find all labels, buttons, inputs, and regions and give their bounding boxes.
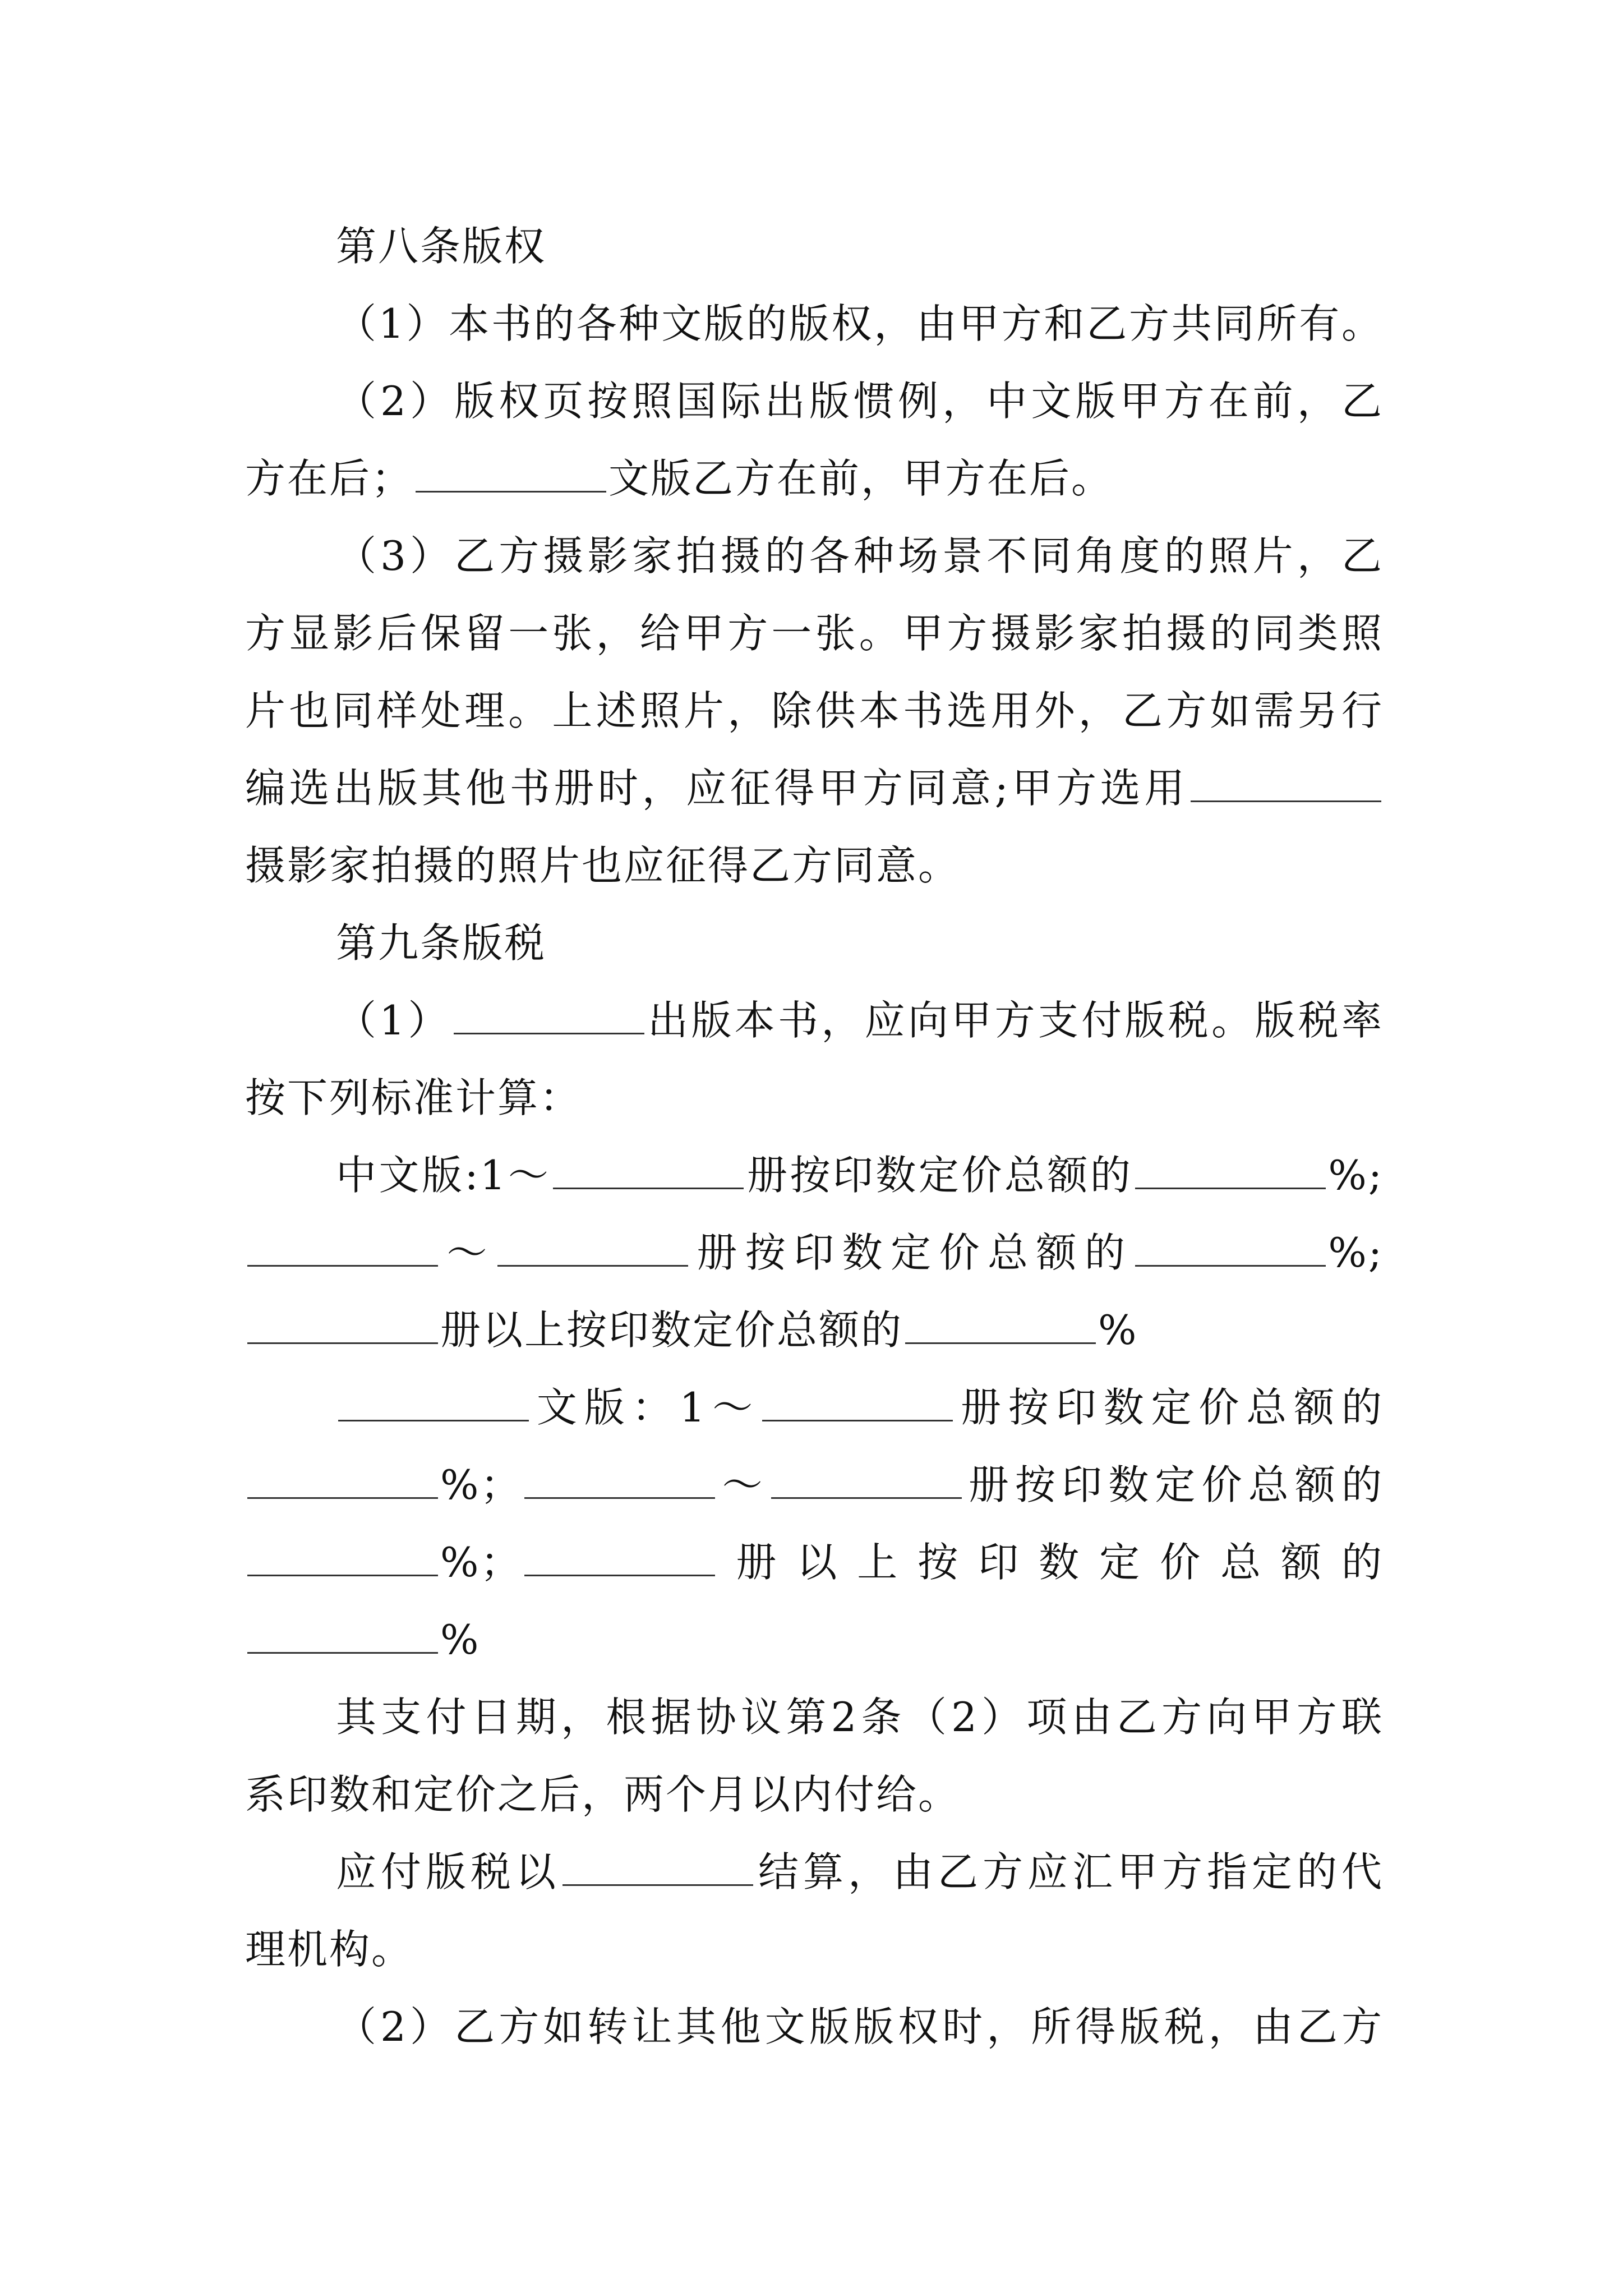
text-line bbox=[245, 285, 1384, 362]
text-segment: 应付版税以 bbox=[336, 1848, 560, 1895]
text-line bbox=[245, 362, 1384, 440]
text-line bbox=[245, 1911, 1384, 1988]
text-line bbox=[245, 1214, 1384, 1291]
text-line bbox=[245, 1291, 1384, 1369]
text-segment: 文版：1～ bbox=[531, 1384, 760, 1431]
document-body bbox=[245, 208, 1384, 2065]
text-segment: 方显影后保留一张，给甲方一张。甲方摄影家拍摄的同类照 bbox=[245, 610, 1384, 657]
fill-in-blank bbox=[1191, 767, 1381, 802]
text-line bbox=[245, 595, 1384, 672]
fill-in-blank bbox=[338, 1386, 529, 1421]
text-segment: %; bbox=[1328, 1152, 1384, 1199]
fill-in-blank bbox=[247, 1464, 438, 1499]
text-segment: 按下列标准计算： bbox=[245, 1074, 582, 1121]
text-segment: （1） bbox=[336, 997, 451, 1044]
text-line bbox=[245, 1524, 1384, 1601]
fill-in-blank bbox=[416, 457, 606, 493]
fill-in-blank bbox=[524, 1464, 715, 1499]
fill-in-blank bbox=[553, 1154, 744, 1189]
fill-in-blank bbox=[497, 1231, 688, 1267]
text-line bbox=[245, 1678, 1384, 1756]
text-segment: %; bbox=[1328, 1229, 1384, 1276]
text-segment: 摄影家拍摄的照片也应征得乙方同意。 bbox=[245, 842, 961, 889]
text-segment: 出版本书，应向甲方支付版税。版税率 bbox=[646, 997, 1384, 1044]
text-segment: （2）版权页按照国际出版惯例，中文版甲方在前，乙 bbox=[336, 378, 1384, 425]
text-line bbox=[245, 1833, 1384, 1911]
text-segment: （2）乙方如转让其他文版版权时，所得版税，由乙方 bbox=[336, 2003, 1384, 2050]
text-segment: 册以上按印数定价总额的 bbox=[717, 1539, 1384, 1586]
text-segment: 片也同样处理。上述照片，除供本书选用外，乙方如需另行 bbox=[245, 687, 1384, 734]
text-line bbox=[245, 1601, 1384, 1678]
text-line bbox=[245, 672, 1384, 749]
text-line bbox=[245, 1059, 1384, 1137]
text-line bbox=[245, 1369, 1384, 1446]
text-line bbox=[245, 904, 1384, 982]
text-segment: ～ bbox=[717, 1461, 769, 1508]
text-segment: ～ bbox=[440, 1229, 495, 1276]
fill-in-blank bbox=[247, 1231, 438, 1267]
text-segment: %； bbox=[440, 1539, 523, 1586]
text-line bbox=[245, 827, 1384, 904]
fill-in-blank bbox=[524, 1541, 715, 1576]
text-line bbox=[245, 517, 1384, 595]
text-segment: % bbox=[440, 1616, 481, 1663]
text-segment: 理机构。 bbox=[245, 1926, 414, 1973]
text-line bbox=[245, 1756, 1384, 1833]
text-segment: 其支付日期，根据协议第2条（2）项由乙方向甲方联 bbox=[336, 1694, 1384, 1741]
text-segment: 册按印数定价总额的 bbox=[963, 1461, 1384, 1508]
fill-in-blank bbox=[905, 1309, 1096, 1344]
text-segment: 系印数和定价之后，两个月以内付给。 bbox=[245, 1771, 961, 1818]
text-segment: 册按印数定价总额的 bbox=[955, 1384, 1384, 1431]
text-segment: 结算，由乙方应汇甲方指定的代 bbox=[755, 1848, 1384, 1895]
text-segment: 册以上按印数定价总额的 bbox=[440, 1306, 903, 1354]
text-segment: 册按印数定价总额的 bbox=[746, 1152, 1133, 1199]
text-line bbox=[245, 208, 1384, 285]
fill-in-blank bbox=[454, 999, 644, 1034]
text-segment: （3）乙方摄影家拍摄的各种场景不同角度的照片，乙 bbox=[336, 532, 1384, 579]
fill-in-blank bbox=[1135, 1154, 1326, 1189]
fill-in-blank bbox=[762, 1386, 953, 1421]
text-line bbox=[245, 1446, 1384, 1524]
text-segment: 第九条版税 bbox=[336, 919, 547, 967]
fill-in-blank bbox=[562, 1851, 753, 1886]
text-segment: %； bbox=[440, 1461, 523, 1508]
fill-in-blank bbox=[247, 1541, 438, 1576]
text-line bbox=[245, 440, 1384, 517]
fill-in-blank bbox=[1135, 1231, 1326, 1267]
text-line bbox=[245, 749, 1384, 827]
fill-in-blank bbox=[247, 1618, 438, 1654]
text-segment: 编选出版其他书册时，应征得甲方同意;甲方选用 bbox=[245, 765, 1188, 812]
text-segment: 册按印数定价总额的 bbox=[690, 1229, 1133, 1276]
text-segment: 方在后； bbox=[245, 455, 414, 502]
text-line bbox=[245, 1988, 1384, 2065]
text-segment: % bbox=[1098, 1306, 1138, 1354]
text-line bbox=[245, 1137, 1384, 1214]
fill-in-blank bbox=[247, 1309, 438, 1344]
text-line bbox=[245, 982, 1384, 1059]
text-segment: （1）本书的各种文版的版权，由甲方和乙方共同所有。 bbox=[336, 300, 1384, 347]
fill-in-blank bbox=[771, 1464, 962, 1499]
text-segment: 中文版:1～ bbox=[336, 1152, 551, 1199]
text-segment: 文版乙方在前，甲方在后。 bbox=[608, 455, 1114, 502]
text-segment: 第八条版权 bbox=[336, 223, 547, 270]
